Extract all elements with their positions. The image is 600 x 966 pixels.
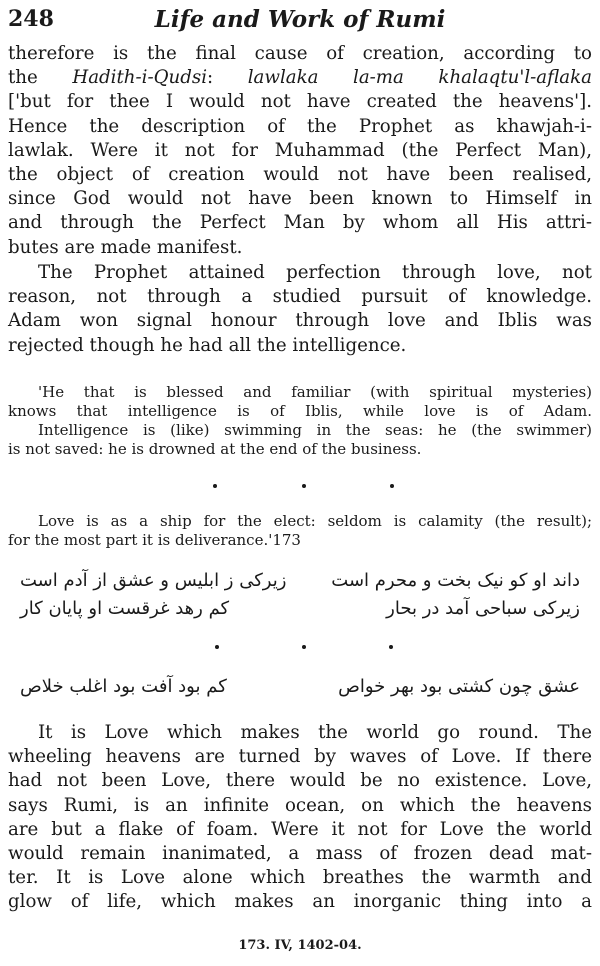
text-line: Hence the description of the Prophet as khawjah-i-: [8, 115, 592, 137]
text-line: since God would not have been known to Himself in: [8, 188, 592, 210]
page-header: [8, 6, 592, 40]
persian-verses: [20, 566, 580, 622]
text-line: lawlak. Were it not for Muhammad (the Perfect Man),: [8, 139, 592, 161]
verse-quotation-continued: [8, 512, 592, 550]
quote-line: is not saved: he is drowned at the end of the business.: [8, 440, 422, 458]
text-line: wheeling heavens are turned by waves of Love. If there: [8, 746, 592, 768]
persian-verses-continued: [20, 672, 580, 700]
text-line: therefore is the final cause of creation, according to: [8, 43, 592, 64]
page-number: 248: [8, 6, 54, 32]
ellipsis-dot: [215, 645, 219, 649]
persian-hemistich: عشق چون کشتی بود بهر خواص: [338, 675, 580, 697]
persian-couplet: [20, 594, 580, 622]
text-line: had not been Love, there would be no existence. Love,: [8, 770, 592, 792]
quote-line: Love is as a ship for the elect: seldom is calamity (the result);: [38, 512, 592, 530]
text-line: the Hadith-i-Qudsi: lawlaka la-ma khalaqtu'l-aflaka: [8, 67, 592, 89]
ellipsis-dot: [302, 484, 306, 488]
paragraph-2: [8, 261, 592, 358]
quote-line: 'He that is blessed and familiar (with spiritual mysteries): [38, 383, 592, 401]
persian-hemistich: داند او کو نیک بخت و محرم است: [331, 569, 580, 591]
text-line: butes are made manifest.: [8, 236, 243, 258]
persian-hemistich: کم رهد غرقست او پایان کار: [20, 597, 230, 619]
quote-line: knows that intelligence is of Iblis, while love is of Adam.: [8, 402, 592, 420]
text-line: ter. It is Love alone which breathes the warmth and: [8, 867, 592, 889]
persian-couplet: [20, 566, 580, 594]
quote-line: Intelligence is (like) swimming in the seas: he (the swimmer): [38, 421, 592, 439]
persian-hemistich: کم بود آفت بود اغلب خلاص: [20, 675, 227, 697]
text-line: ['but for thee I would not have created the heavens'].: [8, 91, 592, 113]
quote-line: for the most part it is deliverance.'173: [8, 531, 301, 549]
persian-hemistich: زیرکی ز ابلیس و عشق از آدم است: [20, 569, 287, 591]
text-line: are but a flake of foam. Were it not for Love the world: [8, 818, 592, 840]
text-line: rejected though he had all the intelligence.: [8, 334, 407, 356]
verse-quotation: [8, 383, 592, 459]
text-line: The Prophet attained perfection through love, not: [38, 262, 592, 283]
text-line: reason, not through a studied pursuit of knowledge.: [8, 286, 592, 308]
text-line: Adam won signal honour through love and Iblis was: [8, 310, 592, 332]
text-line: the object of creation would not have been realised,: [8, 164, 592, 186]
ellipsis-dot: [389, 645, 393, 649]
text-line: would remain inanimated, a mass of frozen dead mat-: [8, 843, 592, 865]
text-line: It is Love which makes the world go round. The: [38, 722, 592, 743]
ellipsis-dot: [390, 484, 394, 488]
text-line: glow of life, which makes an inorganic thing into a: [8, 891, 592, 913]
text-line: and through the Perfect Man by whom all His attri-: [8, 212, 592, 234]
footnote: 173. IV, 1402-04.: [238, 938, 362, 953]
ellipsis-dots: [0, 645, 600, 659]
ellipsis-dots: [0, 484, 600, 498]
text-line: says Rumi, is an infinite ocean, on which the heavens: [8, 794, 592, 816]
running-title: Life and Work of Rumi: [154, 6, 446, 33]
ellipsis-dot: [302, 645, 306, 649]
persian-couplet: [20, 672, 580, 700]
paragraph-1: [8, 42, 592, 260]
paragraph-3: [8, 721, 592, 915]
ellipsis-dot: [213, 484, 217, 488]
persian-hemistich: زیرکی سباحی آمد در بحار: [386, 597, 580, 619]
